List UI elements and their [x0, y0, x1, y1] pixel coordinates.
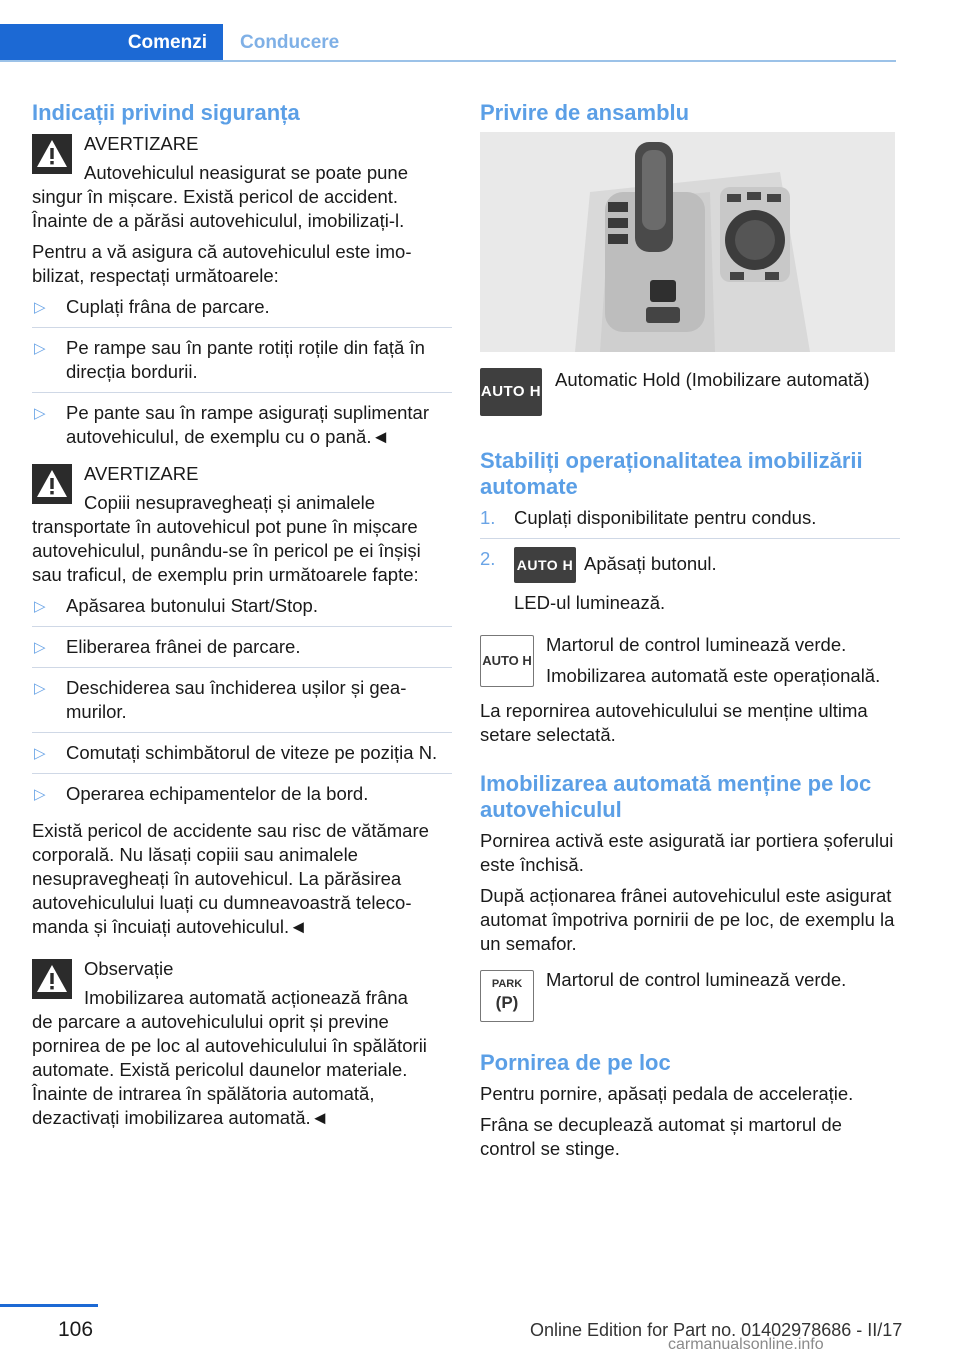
warning-block-1 [32, 132, 452, 233]
auto-h-button-icon: AUTO H [480, 368, 542, 416]
triangle-bullet-icon: ▷ [34, 598, 46, 615]
intro-text: Pentru a vă asigura că autovehiculul este imobilizat, respectați următoarele: [32, 241, 412, 286]
indicator-text: Martorul de control luminează verde. [546, 969, 847, 990]
tab-comenzi[interactable]: Comenzi [0, 24, 223, 62]
step-subtext: LED-ul luminează. [514, 592, 666, 613]
list-item: ▷ Pe rampe sau în pante rotiți roțile din față în direcția bordurii. [32, 336, 452, 393]
restart-text: La repornirea autovehiculului se menține ultima setare selectată. [480, 700, 868, 745]
list-item: ▷ Comutați schimbătorul de viteze pe poziția N. [32, 741, 452, 774]
warning-label: AVERTIZARE [84, 463, 199, 484]
section-title-overview: Privire de ansamblu [480, 100, 690, 125]
edition-info: Online Edition for Part no. 01402978686 - II/17 [530, 1320, 903, 1340]
warning-label: AVERTIZARE [84, 133, 199, 154]
list-item [480, 547, 900, 623]
page-footer [0, 1296, 960, 1362]
left-column [32, 100, 452, 1137]
step-text: Cuplați disponibilitate pentru condus. [514, 507, 817, 528]
triangle-bullet-icon: ▷ [34, 639, 46, 656]
auto-h-button-icon: AUTO H [514, 547, 576, 583]
indicator-text: Martorul de control luminează verde. [546, 634, 847, 655]
triangle-bullet-icon: ▷ [34, 299, 46, 316]
note-block [32, 957, 452, 1130]
section-title-start: Pornirea de pe loc [480, 1050, 671, 1075]
watermark: carmanualsonline.info [668, 1336, 824, 1353]
warning-icon [32, 464, 72, 504]
section-title-hold: Imobilizarea automată menține pe loc autovehiculul [480, 771, 872, 822]
warning-text: Autovehiculul neasigurat se poate pune singur în mișcare. Există pericol de accident. Înainte de a părăsi autovehiculul, imobilizați-l. [32, 162, 408, 231]
automatic-hold-label: Automatic Hold (Imobilizare automată) [555, 369, 870, 390]
center-console-illustration [480, 132, 895, 352]
indicator-auto-h [480, 633, 900, 693]
page-number: 106 [58, 1318, 94, 1341]
section-title-safety: Indicații privind siguranța [32, 100, 300, 125]
page-number-rule [0, 1304, 98, 1307]
park-brake-indicator-icon: PARK (P) [480, 970, 534, 1022]
step-number: 2. [480, 548, 496, 569]
hold-text-1: Pornirea activă este asigurată iar portiera șoferului este închisă. [480, 830, 894, 875]
list-item: ▷ Apăsarea butonului Start/Stop. [32, 594, 452, 627]
list-item [480, 506, 900, 539]
list-item: ▷ Eliberarea frânei de parcare. [32, 635, 452, 668]
list-item: ▷ Cuplați frâna de parcare. [32, 295, 452, 328]
tab-conducere[interactable]: Conducere [240, 32, 340, 53]
triangle-bullet-icon: ▷ [34, 745, 46, 762]
triangle-bullet-icon: ▷ [34, 680, 46, 697]
steps-list [480, 506, 900, 623]
warning-text: Copiii nesupravegheați și animalele transportate în autovehicul pot pune în mișcare autovehiculul, punându-se în pericol pe ei înșiși sau traficul, de exemplu prin următoarele fapte: [32, 492, 421, 585]
warning-block-2 [32, 462, 452, 587]
indicator-text: Imobilizarea automată este operațională. [546, 665, 881, 686]
hold-text-2: După acționarea frânei autovehiculul este asigurat automat împotriva pornirii de pe loc, de exemplu la un semafor. [480, 885, 895, 954]
right-column [480, 100, 900, 1168]
list-item: ▷ Pe pante sau în rampe asigurați suplimentar autovehiculul, de exemplu cu o pană.◄ [34, 402, 430, 447]
triangle-bullet-icon: ▷ [34, 405, 46, 422]
warning-icon [32, 959, 72, 999]
header-divider [0, 60, 896, 62]
section-title-readiness: Stabiliți operaționalitatea imobilizării automate [480, 448, 863, 499]
step-number: 1. [480, 507, 496, 528]
list-item: ▷ Deschiderea sau închiderea ușilor și geamurilor. [32, 676, 452, 733]
triangle-bullet-icon: ▷ [34, 340, 46, 357]
warning-icon [32, 134, 72, 174]
console-photo [480, 132, 895, 352]
start-text-1: Pentru pornire, apăsați pedala de accelerație. [480, 1083, 854, 1104]
indicator-park [480, 968, 900, 1028]
list-item: ▷ Operarea echipamentelor de la bord. [32, 782, 452, 812]
automatic-hold-legend [480, 368, 900, 426]
risk-actions-list [32, 594, 452, 812]
start-text-2: Frâna se decuplează automat și martorul de control se stinge. [480, 1114, 842, 1159]
header-tabs [0, 24, 896, 62]
auto-h-indicator-icon: AUTO H [480, 635, 534, 687]
precautions-list [32, 295, 452, 455]
step-text: Apăsați butonul. [584, 552, 717, 574]
note-label: Observație [84, 958, 174, 979]
note-text: Imobilizarea automată acționează frâna de parcare a autovehiculului oprit și previne pornirea de pe loc al autovehiculului în spălătorii automate. Există pericolul daunelor materiale. Înainte de intrarea în spălătoria automată, dezactivați imobilizarea automată.◄ [32, 987, 427, 1128]
triangle-bullet-icon: ▷ [34, 786, 46, 803]
risk-text: Există pericol de accidente sau risc de vătămare corporală. Nu lăsați copiii sau animalele nesupravegheați în autovehicul. La părăsirea autovehiculului luați cu dumneavoastră telecomanda și încuiați autovehiculul.◄ [32, 820, 429, 937]
